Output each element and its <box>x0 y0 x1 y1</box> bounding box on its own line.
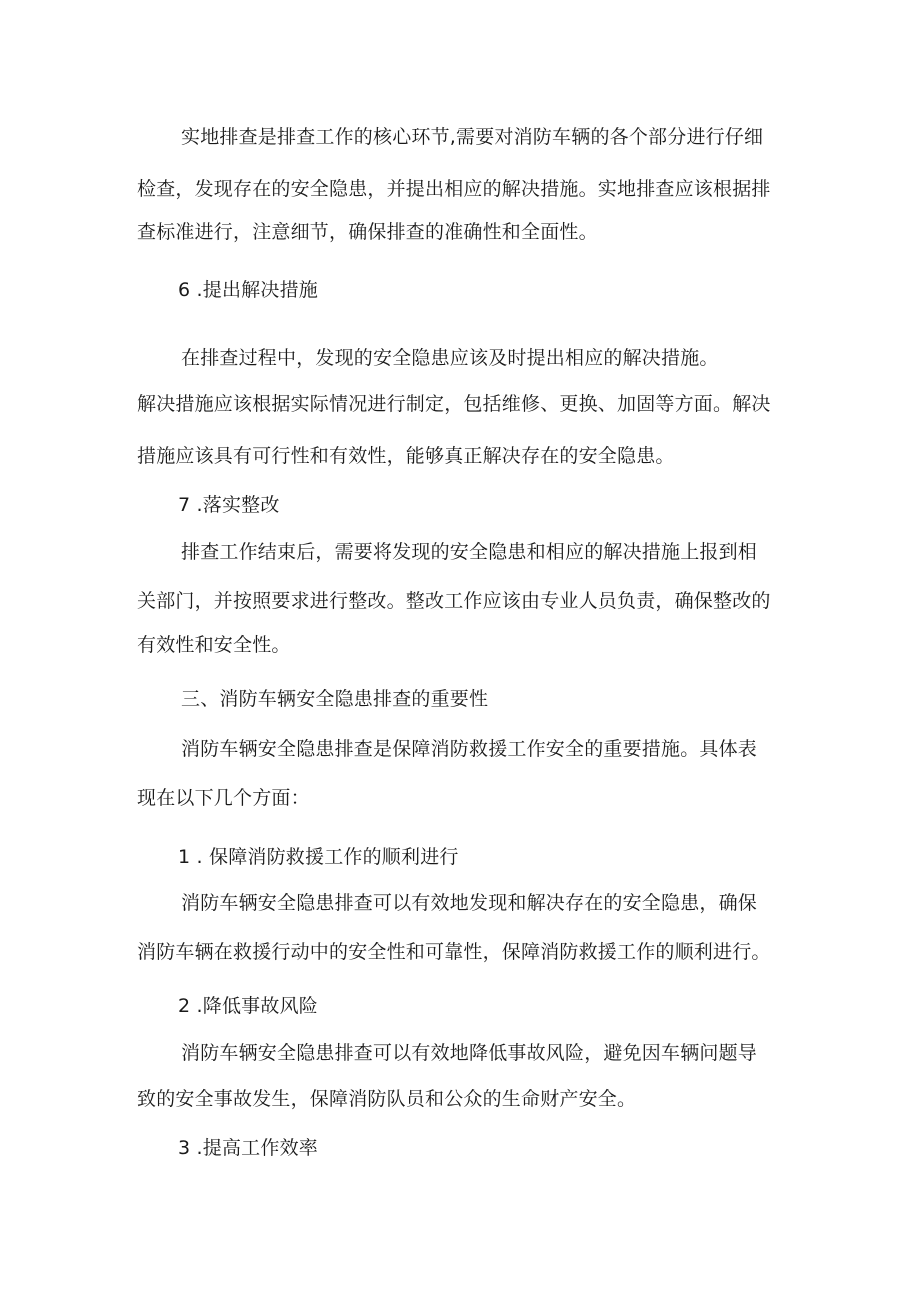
paragraph-3-line-1: 排查工作结束后，需要将发现的安全隐患和相应的解决措施上报到相 <box>181 541 758 563</box>
paragraph-3-line-3: 有效性和安全性。 <box>137 634 291 656</box>
paragraph-6-line-2: 致的安全事故发生，保障消防队员和公众的生命财产安全。 <box>137 1088 637 1110</box>
paragraph-2-line-2: 解决措施应该根据实际情况进行制定，包括维修、更换、加固等方面。解决 <box>137 393 771 415</box>
item-1-heading: 1 . 保障消防救援工作的顺利进行 <box>178 846 459 868</box>
paragraph-4-line-2: 现在以下几个方面： <box>137 787 310 809</box>
paragraph-4-line-1: 消防车辆安全隐患排查是保障消防救援工作安全的重要措施。具体表 <box>181 738 758 760</box>
paragraph-5-line-1: 消防车辆安全隐患排查可以有效地发现和解决存在的安全隐患，确保 <box>181 892 758 914</box>
item-3-heading: 3 .提高工作效率 <box>178 1137 318 1159</box>
heading-6: 6 .提出解决措施 <box>178 279 318 301</box>
item-2-heading: 2 .降低事故风险 <box>178 995 318 1017</box>
paragraph-1-line-2: 检查，发现存在的安全隐患，并提出相应的解决措施。实地排查应该根据排 <box>137 178 771 200</box>
paragraph-1-line-3: 查标准进行，注意细节，确保排查的准确性和全面性。 <box>137 221 598 243</box>
paragraph-1-line-1: 实地排查是排查工作的核心环节,需要对消防车辆的各个部分进行仔细 <box>181 126 764 148</box>
section-3-heading: 三、消防车辆安全隐患排查的重要性 <box>181 688 489 710</box>
paragraph-6-line-1: 消防车辆安全隐患排查可以有效地降低事故风险，避免因车辆问题导 <box>181 1042 758 1064</box>
paragraph-3-line-2: 关部门，并按照要求进行整改。整改工作应该由专业人员负责，确保整改的 <box>137 590 771 612</box>
paragraph-2-line-3: 措施应该具有可行性和有效性，能够真正解决存在的安全隐患。 <box>137 445 675 467</box>
heading-7: 7 .落实整改 <box>178 494 280 516</box>
paragraph-5-line-2: 消防车辆在救援行动中的安全性和可靠性，保障消防救援工作的顺利进行。 <box>137 941 771 963</box>
paragraph-2-line-1: 在排查过程中，发现的安全隐患应该及时提出相应的解决措施。 <box>181 347 719 369</box>
